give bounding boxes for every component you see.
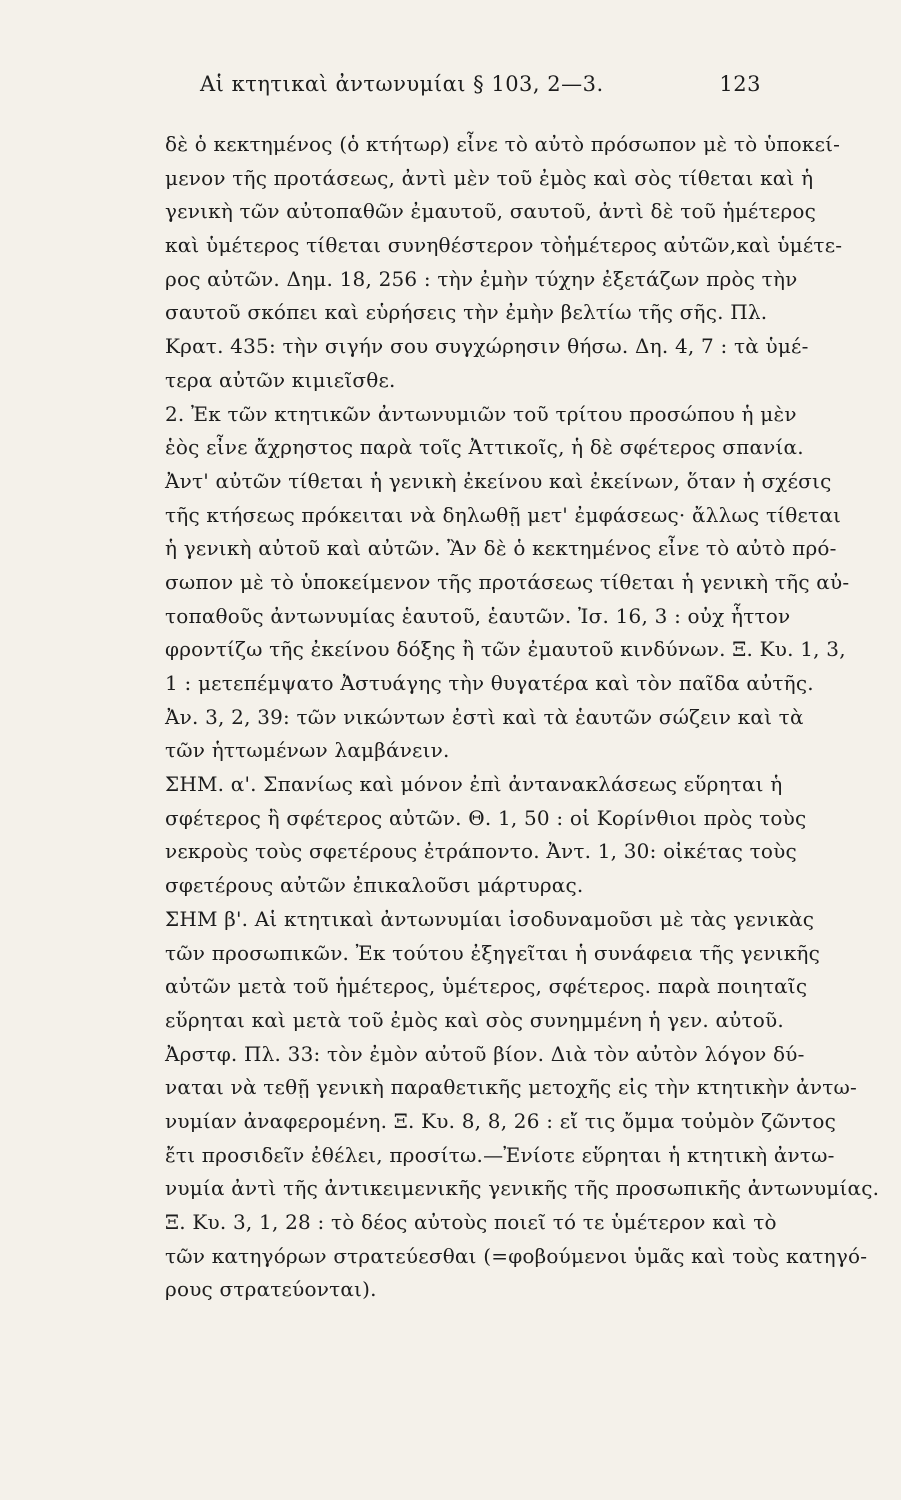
text-line: τῶν προσωπικῶν. Ἐκ τούτου ἐξηγεῖται ἡ συνάφεια τῆς γενικῆς xyxy=(165,940,821,965)
text-line: ΣΗΜ. α'. Σπανίως καὶ μόνον ἐπὶ ἀντανακλάσεως εὕρηται ἡ xyxy=(165,772,783,797)
text-line: φροντίζω τῆς ἐκείνου δόξης ἢ τῶν ἐμαυτοῦ κινδύνων. Ξ. Κυ. 1, 3, xyxy=(165,637,846,662)
text-line: ρος αὐτῶν. Δημ. 18, 256 : τὴν ἐμὴν τύχην ἐξετάζων πρὸς τὴν xyxy=(165,266,798,291)
text-line: 1 : μετεπέμψατο Ἀστυάγης τὴν θυγατέρα καὶ τὸν παῖδα αὐτῆς. xyxy=(165,671,814,695)
text-line: Κρατ. 435: τὴν σιγήν σου συγχώρησιν θήσω. Δη. 4, 7 : τὰ ὑμέ- xyxy=(165,334,809,359)
text-line: σφετέρους αὐτῶν ἐπικαλοῦσι μάρτυρας. xyxy=(165,873,584,898)
text-line: σωπον μὲ τὸ ὑποκείμενον τῆς προτάσεως τίθεται ἡ γενικὴ τῆς αὐ- xyxy=(165,569,850,594)
text-line: Ἀρστφ. Πλ. 33: τὸν ἐμὸν αὐτοῦ βίον. Διὰ τὸν αὐτὸν λόγον δύ- xyxy=(165,1041,805,1066)
text-line: νυμίαν ἀναφερομένη. Ξ. Κυ. 8, 8, 26 : εἴ τις ὄμμα τοὐμὸν ζῶντος xyxy=(165,1108,837,1133)
text-line: δὲ ὁ κεκτημένος (ὁ κτήτωρ) εἶνε τὸ αὐτὸ πρόσωπον μὲ τὸ ὑποκεί- xyxy=(165,132,841,156)
text-line: μενον τῆς προτάσεως, ἀντὶ μὲν τοῦ ἐμὸς καὶ σὸς τίθεται καὶ ἡ xyxy=(165,165,814,190)
text-line: τερα αὐτῶν κιμιεῖσθε. xyxy=(165,367,396,392)
running-head-title: Αἱ κτητικαὶ ἀντωνυμίαι § 103, 2—3. xyxy=(200,72,604,96)
text-line: γενικὴ τῶν αὐτοπαθῶν ἐμαυτοῦ, σαυτοῦ, ἀντὶ δὲ τοῦ ἡμέτερος xyxy=(165,199,817,224)
text-line: ρους στρατεύονται). xyxy=(165,1277,377,1302)
text-line: σαυτοῦ σκόπει καὶ εὑρήσεις τὴν ἐμὴν βελτίω τῆς σῆς. Πλ. xyxy=(165,300,768,325)
body-text xyxy=(165,128,880,1307)
text-line: ἔτι προσιδεῖν ἐθέλει, προσίτω.—Ἐνίοτε εὕρηται ἡ κτητικὴ ἀντω- xyxy=(165,1142,835,1167)
text-line: 2. Ἐκ τῶν κτητικῶν ἀντωνυμιῶν τοῦ τρίτου προσώπου ἡ μὲν xyxy=(165,401,797,426)
text-line: ἡ γενικὴ αὐτοῦ καὶ αὐτῶν. Ἂν δὲ ὁ κεκτημένος εἶνε τὸ αὐτὸ πρό- xyxy=(165,536,837,561)
text-line: νεκροὺς τοὺς σφετέρους ἐτράποντο. Ἀντ. 1, 30: οἰκέτας τοὺς xyxy=(165,839,797,864)
page-number: 123 xyxy=(719,72,761,96)
text-line: Ξ. Κυ. 3, 1, 28 : τὸ δέος αὐτοὺς ποιεῖ τό τε ὑμέτερον καὶ τὸ xyxy=(165,1210,777,1234)
text-line: καὶ ὑμέτερος τίθεται συνηθέστερον τὸἡμέτερος αὐτῶν,καὶ ὑμέτε- xyxy=(165,233,843,258)
text-line: σφέτερος ἢ σφέτερος αὐτῶν. Θ. 1, 50 : οἱ Κορίνθιοι πρὸς τοὺς xyxy=(165,805,807,830)
text-line: ΣΗΜ β'. Αἱ κτητικαὶ ἀντωνυμίαι ἰσοδυναμοῦσι μὲ τὰς γενικὰς xyxy=(165,906,815,931)
text-line: τῶν ἡττωμένων λαμβάνειν. xyxy=(165,738,450,763)
text-line: νυμία ἀντὶ τῆς ἀντικειμενικῆς γενικῆς τῆς προσωπικῆς ἀντωνυμίας. xyxy=(165,1176,880,1201)
text-line: ἑὸς εἶνε ἄχρηστος παρὰ τοῖς Ἀττικοῖς, ἡ δὲ σφέτερος σπανία. xyxy=(165,435,804,460)
text-line: ναται νὰ τεθῇ γενικὴ παραθετικῆς μετοχῆς εἰς τὴν κτητικὴν ἀντω- xyxy=(165,1075,857,1100)
text-line: αὐτῶν μετὰ τοῦ ἡμέτερος, ὑμέτερος, σφέτερος. παρὰ ποιηταῖς xyxy=(165,974,808,999)
text-line: τῶν κατηγόρων στρατεύεσθαι (=φοβούμενοι ὑμᾶς καὶ τοὺς κατηγό- xyxy=(165,1243,868,1268)
text-line: εὕρηται καὶ μετὰ τοῦ ἐμὸς καὶ σὸς συνημμένη ἡ γεν. αὐτοῦ. xyxy=(165,1007,784,1032)
text-line: Ἀν. 3, 2, 39: τῶν νικώντων ἐστὶ καὶ τὰ ἑαυτῶν σώζειν καὶ τὰ xyxy=(165,704,804,729)
text-line: τοπαθοῦς ἀντωνυμίας ἑαυτοῦ, ἑαυτῶν. Ἰσ. 16, 3 : οὐχ ἧττον xyxy=(165,603,791,628)
text-line: τῆς κτήσεως πρόκειται νὰ δηλωθῇ μετ' ἐμφάσεως· ἄλλως τίθεται xyxy=(165,502,842,527)
text-line: Ἀντ' αὐτῶν τίθεται ἡ γενικὴ ἐκείνου καὶ ἐκείνων, ὅταν ἡ σχέσις xyxy=(165,468,832,493)
